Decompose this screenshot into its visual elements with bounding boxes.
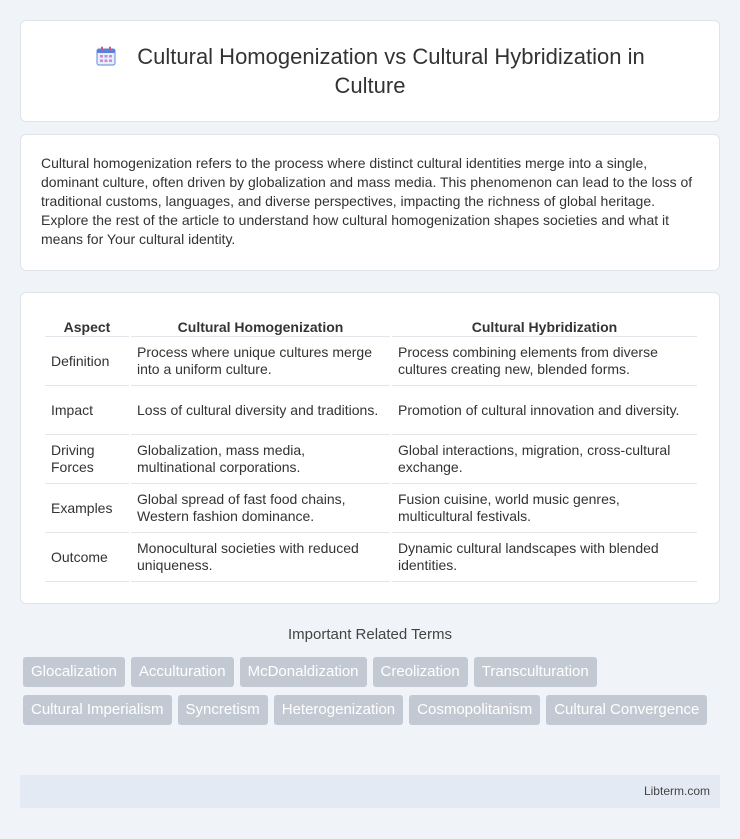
intro-card xyxy=(20,134,720,271)
table-row xyxy=(45,484,697,533)
term-chip-heterogenization[interactable]: Heterogenization xyxy=(274,695,403,725)
table-header-row xyxy=(45,315,697,337)
cell-hybridization: Process combining elements from diverse cultures creating new, blended forms. xyxy=(392,337,697,386)
table-row xyxy=(45,386,697,435)
calendar-icon xyxy=(95,45,117,67)
cell-homogenization: Process where unique cultures merge into a uniform culture. xyxy=(131,337,390,386)
term-chip-transculturation[interactable]: Transculturation xyxy=(474,657,597,687)
term-chip-cultural-convergence[interactable]: Cultural Convergence xyxy=(546,695,707,725)
cell-aspect: Driving Forces xyxy=(45,435,129,484)
header-aspect: Aspect xyxy=(45,315,129,337)
table-row xyxy=(45,435,697,484)
table-row xyxy=(45,337,697,386)
cell-aspect: Examples xyxy=(45,484,129,533)
term-chip-acculturation[interactable]: Acculturation xyxy=(131,657,234,687)
term-chip-cultural-imperialism[interactable]: Cultural Imperialism xyxy=(23,695,172,725)
term-chip-glocalization[interactable]: Glocalization xyxy=(23,657,125,687)
term-chip-creolization[interactable]: Creolization xyxy=(373,657,468,687)
cell-homogenization: Global spread of fast food chains, Western fashion dominance. xyxy=(131,484,390,533)
page-title: Cultural Homogenization vs Cultural Hybridization in Culture xyxy=(137,44,645,98)
related-terms-heading: Important Related Terms xyxy=(288,626,452,643)
table-row xyxy=(45,533,697,582)
term-chip-cosmopolitanism[interactable]: Cosmopolitanism xyxy=(409,695,540,725)
term-chip-syncretism[interactable]: Syncretism xyxy=(178,695,268,725)
cell-homogenization: Monocultural societies with reduced uniqueness. xyxy=(131,533,390,582)
cell-homogenization: Loss of cultural diversity and traditions. xyxy=(131,386,390,435)
cell-homogenization: Globalization, mass media, multinational corporations. xyxy=(131,435,390,484)
header-homogenization: Cultural Homogenization xyxy=(131,315,390,337)
footer-site-link[interactable]: Libterm.com xyxy=(643,784,710,798)
intro-text: Cultural homogenization refers to the process where distinct cultural identities merge into a single, dominant culture, often driven by globalization and mass media. This phenomenon can lead to the loss of traditional customs, languages, and diverse perspectives, impacting the richness of global heritage. Explore the rest of the article to understand how cultural homogenization shapes societies and what it means for Your cultural identity. xyxy=(41,155,693,247)
cell-hybridization: Dynamic cultural landscapes with blended identities. xyxy=(392,533,697,582)
cell-hybridization: Promotion of cultural innovation and diversity. xyxy=(392,386,697,435)
cell-hybridization: Global interactions, migration, cross-cultural exchange. xyxy=(392,435,697,484)
title-card xyxy=(20,20,720,122)
comparison-card xyxy=(20,292,720,604)
cell-aspect: Outcome xyxy=(45,533,129,582)
cell-aspect: Definition xyxy=(45,337,129,386)
cell-hybridization: Fusion cuisine, world music genres, multicultural festivals. xyxy=(392,484,697,533)
comparison-table xyxy=(43,315,699,582)
related-terms-list xyxy=(23,657,723,725)
footer xyxy=(20,775,720,808)
page-title-wrap xyxy=(61,42,679,100)
header-hybridization: Cultural Hybridization xyxy=(392,315,697,337)
cell-aspect: Impact xyxy=(45,386,129,435)
term-chip-mcdonaldization[interactable]: McDonaldization xyxy=(240,657,367,687)
